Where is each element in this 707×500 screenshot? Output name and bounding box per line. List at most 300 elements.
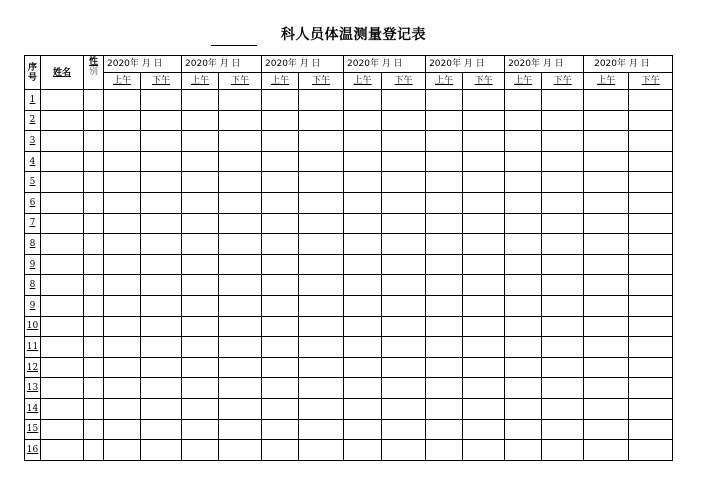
pm-temp-cell[interactable] bbox=[299, 110, 344, 131]
pm-temp-cell[interactable] bbox=[219, 90, 262, 111]
name-cell[interactable] bbox=[41, 316, 84, 337]
pm-temp-cell[interactable] bbox=[542, 254, 584, 275]
pm-temp-cell[interactable] bbox=[542, 213, 584, 234]
am-temp-cell[interactable] bbox=[584, 295, 629, 316]
pm-temp-cell[interactable] bbox=[463, 357, 505, 378]
am-temp-cell[interactable] bbox=[426, 110, 463, 131]
am-temp-cell[interactable] bbox=[505, 254, 542, 275]
am-temp-cell[interactable] bbox=[262, 275, 299, 296]
am-temp-cell[interactable] bbox=[262, 378, 299, 399]
pm-temp-cell[interactable] bbox=[463, 172, 505, 193]
am-temp-cell[interactable] bbox=[426, 275, 463, 296]
pm-temp-cell[interactable] bbox=[219, 440, 262, 461]
am-temp-cell[interactable] bbox=[344, 378, 382, 399]
am-temp-cell[interactable] bbox=[344, 110, 382, 131]
pm-temp-cell[interactable] bbox=[463, 131, 505, 152]
pm-temp-cell[interactable] bbox=[542, 440, 584, 461]
pm-temp-cell[interactable] bbox=[382, 90, 426, 111]
pm-temp-cell[interactable] bbox=[382, 357, 426, 378]
am-temp-cell[interactable] bbox=[182, 295, 219, 316]
name-cell[interactable] bbox=[41, 151, 84, 172]
sex-cell[interactable] bbox=[84, 275, 104, 296]
am-temp-cell[interactable] bbox=[182, 419, 219, 440]
sex-cell[interactable] bbox=[84, 192, 104, 213]
sex-cell[interactable] bbox=[84, 110, 104, 131]
pm-temp-cell[interactable] bbox=[629, 131, 673, 152]
row-number: 12 bbox=[25, 357, 41, 378]
am-temp-cell[interactable] bbox=[262, 213, 299, 234]
pm-temp-cell[interactable] bbox=[463, 337, 505, 358]
name-cell[interactable] bbox=[41, 90, 84, 111]
pm-temp-cell[interactable] bbox=[629, 357, 673, 378]
pm-temp-cell[interactable] bbox=[141, 172, 182, 193]
am-temp-cell[interactable] bbox=[104, 234, 141, 255]
am-temp-cell[interactable] bbox=[584, 316, 629, 337]
pm-temp-cell[interactable] bbox=[219, 357, 262, 378]
pm-temp-cell[interactable] bbox=[542, 110, 584, 131]
am-temp-cell[interactable] bbox=[182, 213, 219, 234]
pm-temp-cell[interactable] bbox=[141, 398, 182, 419]
pm-temp-cell[interactable] bbox=[542, 234, 584, 255]
am-temp-cell[interactable] bbox=[584, 172, 629, 193]
sex-cell[interactable] bbox=[84, 295, 104, 316]
am-temp-cell[interactable] bbox=[584, 357, 629, 378]
pm-temp-cell[interactable] bbox=[219, 151, 262, 172]
pm-temp-cell[interactable] bbox=[542, 131, 584, 152]
pm-header: 下午 bbox=[299, 73, 344, 90]
pm-temp-cell[interactable] bbox=[299, 234, 344, 255]
pm-temp-cell[interactable] bbox=[299, 275, 344, 296]
pm-temp-cell[interactable] bbox=[299, 440, 344, 461]
pm-temp-cell[interactable] bbox=[219, 275, 262, 296]
am-header: 上午 bbox=[104, 73, 141, 90]
am-temp-cell[interactable] bbox=[182, 378, 219, 399]
pm-temp-cell[interactable] bbox=[219, 419, 262, 440]
am-temp-cell[interactable] bbox=[344, 398, 382, 419]
am-temp-cell[interactable] bbox=[262, 131, 299, 152]
am-temp-cell[interactable] bbox=[584, 440, 629, 461]
pm-temp-cell[interactable] bbox=[219, 254, 262, 275]
am-temp-cell[interactable] bbox=[104, 275, 141, 296]
am-temp-cell[interactable] bbox=[104, 295, 141, 316]
pm-temp-cell[interactable] bbox=[463, 398, 505, 419]
am-temp-cell[interactable] bbox=[505, 213, 542, 234]
pm-temp-cell[interactable] bbox=[382, 378, 426, 399]
am-temp-cell[interactable] bbox=[104, 419, 141, 440]
name-cell[interactable] bbox=[41, 295, 84, 316]
pm-temp-cell[interactable] bbox=[382, 440, 426, 461]
pm-temp-cell[interactable] bbox=[542, 90, 584, 111]
pm-temp-cell[interactable] bbox=[542, 172, 584, 193]
pm-temp-cell[interactable] bbox=[542, 398, 584, 419]
name-cell[interactable] bbox=[41, 254, 84, 275]
pm-temp-cell[interactable] bbox=[463, 254, 505, 275]
sex-cell[interactable] bbox=[84, 357, 104, 378]
pm-temp-cell[interactable] bbox=[629, 378, 673, 399]
am-temp-cell[interactable] bbox=[182, 357, 219, 378]
am-temp-cell[interactable] bbox=[262, 295, 299, 316]
pm-temp-cell[interactable] bbox=[463, 192, 505, 213]
pm-temp-cell[interactable] bbox=[141, 378, 182, 399]
am-temp-cell[interactable] bbox=[182, 398, 219, 419]
am-temp-cell[interactable] bbox=[505, 110, 542, 131]
name-cell[interactable] bbox=[41, 213, 84, 234]
pm-temp-cell[interactable] bbox=[382, 295, 426, 316]
pm-temp-cell[interactable] bbox=[141, 316, 182, 337]
am-temp-cell[interactable] bbox=[426, 316, 463, 337]
am-temp-cell[interactable] bbox=[426, 192, 463, 213]
am-temp-cell[interactable] bbox=[344, 275, 382, 296]
am-temp-cell[interactable] bbox=[426, 90, 463, 111]
pm-temp-cell[interactable] bbox=[382, 151, 426, 172]
am-temp-cell[interactable] bbox=[104, 316, 141, 337]
am-temp-cell[interactable] bbox=[182, 192, 219, 213]
am-temp-cell[interactable] bbox=[426, 440, 463, 461]
pm-temp-cell[interactable] bbox=[299, 295, 344, 316]
am-temp-cell[interactable] bbox=[262, 357, 299, 378]
pm-temp-cell[interactable] bbox=[542, 151, 584, 172]
am-temp-cell[interactable] bbox=[505, 378, 542, 399]
pm-temp-cell[interactable] bbox=[542, 316, 584, 337]
sex-cell[interactable] bbox=[84, 151, 104, 172]
pm-temp-cell[interactable] bbox=[141, 110, 182, 131]
am-temp-cell[interactable] bbox=[104, 172, 141, 193]
pm-temp-cell[interactable] bbox=[141, 234, 182, 255]
am-temp-cell[interactable] bbox=[262, 419, 299, 440]
am-temp-cell[interactable] bbox=[584, 275, 629, 296]
pm-temp-cell[interactable] bbox=[463, 90, 505, 111]
am-temp-cell[interactable] bbox=[262, 110, 299, 131]
am-temp-cell[interactable] bbox=[505, 192, 542, 213]
am-temp-cell[interactable] bbox=[584, 234, 629, 255]
am-temp-cell[interactable] bbox=[426, 172, 463, 193]
pm-temp-cell[interactable] bbox=[463, 419, 505, 440]
pm-temp-cell[interactable] bbox=[299, 316, 344, 337]
am-temp-cell[interactable] bbox=[584, 378, 629, 399]
pm-temp-cell[interactable] bbox=[141, 295, 182, 316]
pm-temp-cell[interactable] bbox=[629, 398, 673, 419]
pm-temp-cell[interactable] bbox=[299, 192, 344, 213]
pm-temp-cell[interactable] bbox=[299, 378, 344, 399]
pm-temp-cell[interactable] bbox=[542, 337, 584, 358]
pm-temp-cell[interactable] bbox=[629, 337, 673, 358]
pm-temp-cell[interactable] bbox=[219, 234, 262, 255]
pm-temp-cell[interactable] bbox=[629, 213, 673, 234]
am-temp-cell[interactable] bbox=[104, 213, 141, 234]
am-temp-cell[interactable] bbox=[104, 378, 141, 399]
am-temp-cell[interactable] bbox=[262, 90, 299, 111]
am-temp-cell[interactable] bbox=[104, 192, 141, 213]
am-temp-cell[interactable] bbox=[505, 172, 542, 193]
pm-temp-cell[interactable] bbox=[542, 275, 584, 296]
pm-temp-cell[interactable] bbox=[299, 337, 344, 358]
pm-temp-cell[interactable] bbox=[299, 90, 344, 111]
sex-cell[interactable] bbox=[84, 254, 104, 275]
pm-temp-cell[interactable] bbox=[141, 337, 182, 358]
name-cell[interactable] bbox=[41, 110, 84, 131]
am-temp-cell[interactable] bbox=[344, 254, 382, 275]
am-temp-cell[interactable] bbox=[584, 110, 629, 131]
am-temp-cell[interactable] bbox=[505, 357, 542, 378]
am-temp-cell[interactable] bbox=[584, 419, 629, 440]
am-temp-cell[interactable] bbox=[584, 131, 629, 152]
am-temp-cell[interactable] bbox=[426, 254, 463, 275]
am-temp-cell[interactable] bbox=[344, 192, 382, 213]
am-temp-cell[interactable] bbox=[426, 398, 463, 419]
am-temp-cell[interactable] bbox=[505, 151, 542, 172]
am-header: 上午 bbox=[344, 73, 382, 90]
pm-temp-cell[interactable] bbox=[141, 131, 182, 152]
table-row bbox=[25, 254, 673, 275]
name-cell[interactable] bbox=[41, 337, 84, 358]
sex-cell[interactable] bbox=[84, 337, 104, 358]
pm-temp-cell[interactable] bbox=[629, 151, 673, 172]
pm-temp-cell[interactable] bbox=[299, 131, 344, 152]
pm-temp-cell[interactable] bbox=[463, 295, 505, 316]
am-temp-cell[interactable] bbox=[182, 440, 219, 461]
am-temp-cell[interactable] bbox=[262, 172, 299, 193]
pm-temp-cell[interactable] bbox=[219, 131, 262, 152]
am-temp-cell[interactable] bbox=[182, 172, 219, 193]
pm-temp-cell[interactable] bbox=[141, 419, 182, 440]
pm-temp-cell[interactable] bbox=[141, 192, 182, 213]
am-temp-cell[interactable] bbox=[426, 419, 463, 440]
pm-temp-cell[interactable] bbox=[629, 172, 673, 193]
sex-cell[interactable] bbox=[84, 398, 104, 419]
sex-cell[interactable] bbox=[84, 131, 104, 152]
pm-temp-cell[interactable] bbox=[629, 419, 673, 440]
pm-temp-cell[interactable] bbox=[219, 172, 262, 193]
pm-temp-cell[interactable] bbox=[542, 378, 584, 399]
am-temp-cell[interactable] bbox=[344, 419, 382, 440]
sex-cell[interactable] bbox=[84, 172, 104, 193]
name-cell[interactable] bbox=[41, 131, 84, 152]
am-temp-cell[interactable] bbox=[344, 151, 382, 172]
pm-temp-cell[interactable] bbox=[463, 440, 505, 461]
am-temp-cell[interactable] bbox=[505, 234, 542, 255]
am-temp-cell[interactable] bbox=[182, 254, 219, 275]
pm-temp-cell[interactable] bbox=[463, 213, 505, 234]
pm-temp-cell[interactable] bbox=[299, 419, 344, 440]
sex-cell[interactable] bbox=[84, 213, 104, 234]
pm-temp-cell[interactable] bbox=[629, 234, 673, 255]
pm-temp-cell[interactable] bbox=[629, 316, 673, 337]
am-temp-cell[interactable] bbox=[344, 234, 382, 255]
am-temp-cell[interactable] bbox=[505, 440, 542, 461]
am-header: 上午 bbox=[584, 73, 629, 90]
am-temp-cell[interactable] bbox=[344, 90, 382, 111]
am-temp-cell[interactable] bbox=[584, 151, 629, 172]
sex-cell[interactable] bbox=[84, 90, 104, 111]
am-temp-cell[interactable] bbox=[584, 254, 629, 275]
am-temp-cell[interactable] bbox=[344, 337, 382, 358]
pm-temp-cell[interactable] bbox=[141, 275, 182, 296]
pm-temp-cell[interactable] bbox=[463, 151, 505, 172]
header-sex bbox=[84, 56, 104, 90]
am-temp-cell[interactable] bbox=[505, 275, 542, 296]
am-temp-cell[interactable] bbox=[505, 316, 542, 337]
pm-temp-cell[interactable] bbox=[219, 295, 262, 316]
am-temp-cell[interactable] bbox=[426, 378, 463, 399]
am-temp-cell[interactable] bbox=[182, 337, 219, 358]
pm-temp-cell[interactable] bbox=[542, 419, 584, 440]
am-temp-cell[interactable] bbox=[505, 398, 542, 419]
pm-temp-cell[interactable] bbox=[141, 254, 182, 275]
pm-temp-cell[interactable] bbox=[629, 110, 673, 131]
am-temp-cell[interactable] bbox=[584, 213, 629, 234]
name-cell[interactable] bbox=[41, 357, 84, 378]
am-temp-cell[interactable] bbox=[505, 337, 542, 358]
am-temp-cell[interactable] bbox=[584, 398, 629, 419]
pm-temp-cell[interactable] bbox=[463, 234, 505, 255]
pm-temp-cell[interactable] bbox=[542, 357, 584, 378]
name-cell[interactable] bbox=[41, 378, 84, 399]
am-temp-cell[interactable] bbox=[426, 295, 463, 316]
pm-temp-cell[interactable] bbox=[382, 213, 426, 234]
am-temp-cell[interactable] bbox=[104, 110, 141, 131]
pm-temp-cell[interactable] bbox=[629, 192, 673, 213]
am-temp-cell[interactable] bbox=[426, 213, 463, 234]
pm-temp-cell[interactable] bbox=[629, 440, 673, 461]
sex-cell[interactable] bbox=[84, 316, 104, 337]
header-sex-line1: 性 bbox=[88, 57, 98, 67]
pm-temp-cell[interactable] bbox=[629, 90, 673, 111]
pm-temp-cell[interactable] bbox=[463, 378, 505, 399]
pm-temp-cell[interactable] bbox=[542, 295, 584, 316]
pm-temp-cell[interactable] bbox=[382, 398, 426, 419]
am-temp-cell[interactable] bbox=[505, 90, 542, 111]
pm-temp-cell[interactable] bbox=[299, 213, 344, 234]
pm-temp-cell[interactable] bbox=[299, 151, 344, 172]
pm-temp-cell[interactable] bbox=[382, 110, 426, 131]
am-temp-cell[interactable] bbox=[262, 151, 299, 172]
name-cell[interactable] bbox=[41, 275, 84, 296]
pm-temp-cell[interactable] bbox=[382, 275, 426, 296]
am-temp-cell[interactable] bbox=[426, 337, 463, 358]
am-temp-cell[interactable] bbox=[262, 316, 299, 337]
am-temp-cell[interactable] bbox=[584, 192, 629, 213]
pm-temp-cell[interactable] bbox=[141, 151, 182, 172]
am-temp-cell[interactable] bbox=[182, 110, 219, 131]
sex-cell[interactable] bbox=[84, 419, 104, 440]
pm-temp-cell[interactable] bbox=[382, 192, 426, 213]
pm-temp-cell[interactable] bbox=[629, 254, 673, 275]
am-temp-cell[interactable] bbox=[262, 440, 299, 461]
am-temp-cell[interactable] bbox=[344, 316, 382, 337]
pm-temp-cell[interactable] bbox=[629, 275, 673, 296]
pm-temp-cell[interactable] bbox=[382, 337, 426, 358]
am-temp-cell[interactable] bbox=[426, 131, 463, 152]
header-seq-line1: 序 bbox=[27, 62, 37, 73]
pm-temp-cell[interactable] bbox=[299, 254, 344, 275]
row-number: 3 bbox=[25, 131, 41, 152]
am-temp-cell[interactable] bbox=[182, 275, 219, 296]
am-temp-cell[interactable] bbox=[104, 151, 141, 172]
am-temp-cell[interactable] bbox=[344, 172, 382, 193]
sex-cell[interactable] bbox=[84, 234, 104, 255]
name-cell[interactable] bbox=[41, 234, 84, 255]
am-temp-cell[interactable] bbox=[104, 131, 141, 152]
pm-temp-cell[interactable] bbox=[141, 90, 182, 111]
pm-temp-cell[interactable] bbox=[219, 192, 262, 213]
table-row bbox=[25, 172, 673, 193]
pm-temp-cell[interactable] bbox=[219, 398, 262, 419]
am-temp-cell[interactable] bbox=[505, 131, 542, 152]
am-temp-cell[interactable] bbox=[104, 440, 141, 461]
am-temp-cell[interactable] bbox=[262, 398, 299, 419]
pm-temp-cell[interactable] bbox=[219, 110, 262, 131]
am-temp-cell[interactable] bbox=[262, 234, 299, 255]
am-temp-cell[interactable] bbox=[344, 131, 382, 152]
page-title: 科人员体温测量登记表 bbox=[281, 27, 426, 43]
pm-temp-cell[interactable] bbox=[463, 110, 505, 131]
am-temp-cell[interactable] bbox=[426, 234, 463, 255]
pm-temp-cell[interactable] bbox=[382, 254, 426, 275]
name-cell[interactable] bbox=[41, 192, 84, 213]
am-temp-cell[interactable] bbox=[104, 398, 141, 419]
am-temp-cell[interactable] bbox=[344, 213, 382, 234]
am-temp-cell[interactable] bbox=[344, 357, 382, 378]
name-cell[interactable] bbox=[41, 398, 84, 419]
name-cell[interactable] bbox=[41, 172, 84, 193]
am-temp-cell[interactable] bbox=[182, 131, 219, 152]
am-temp-cell[interactable] bbox=[584, 90, 629, 111]
pm-temp-cell[interactable] bbox=[299, 357, 344, 378]
am-temp-cell[interactable] bbox=[104, 90, 141, 111]
pm-temp-cell[interactable] bbox=[463, 316, 505, 337]
am-temp-cell[interactable] bbox=[104, 337, 141, 358]
am-temp-cell[interactable] bbox=[182, 90, 219, 111]
pm-temp-cell[interactable] bbox=[382, 419, 426, 440]
sex-cell[interactable] bbox=[84, 440, 104, 461]
pm-temp-cell[interactable] bbox=[382, 131, 426, 152]
pm-temp-cell[interactable] bbox=[141, 440, 182, 461]
am-temp-cell[interactable] bbox=[426, 151, 463, 172]
pm-temp-cell[interactable] bbox=[382, 234, 426, 255]
pm-temp-cell[interactable] bbox=[219, 213, 262, 234]
sex-cell[interactable] bbox=[84, 378, 104, 399]
pm-temp-cell[interactable] bbox=[382, 316, 426, 337]
am-temp-cell[interactable] bbox=[104, 254, 141, 275]
am-temp-cell[interactable] bbox=[344, 295, 382, 316]
am-temp-cell[interactable] bbox=[344, 440, 382, 461]
pm-temp-cell[interactable] bbox=[382, 172, 426, 193]
am-temp-cell[interactable] bbox=[262, 254, 299, 275]
name-cell[interactable] bbox=[41, 419, 84, 440]
pm-temp-cell[interactable] bbox=[542, 192, 584, 213]
pm-temp-cell[interactable] bbox=[299, 172, 344, 193]
pm-temp-cell[interactable] bbox=[141, 213, 182, 234]
am-temp-cell[interactable] bbox=[182, 151, 219, 172]
pm-temp-cell[interactable] bbox=[141, 357, 182, 378]
am-temp-cell[interactable] bbox=[426, 357, 463, 378]
pm-temp-cell[interactable] bbox=[219, 337, 262, 358]
pm-temp-cell[interactable] bbox=[219, 316, 262, 337]
am-temp-cell[interactable] bbox=[505, 419, 542, 440]
am-temp-cell[interactable] bbox=[182, 234, 219, 255]
pm-temp-cell[interactable] bbox=[299, 398, 344, 419]
am-temp-cell[interactable] bbox=[182, 316, 219, 337]
am-temp-cell[interactable] bbox=[584, 337, 629, 358]
pm-temp-cell[interactable] bbox=[629, 295, 673, 316]
am-temp-cell[interactable] bbox=[262, 337, 299, 358]
pm-temp-cell[interactable] bbox=[463, 275, 505, 296]
am-temp-cell[interactable] bbox=[262, 192, 299, 213]
name-cell[interactable] bbox=[41, 440, 84, 461]
am-temp-cell[interactable] bbox=[104, 357, 141, 378]
am-temp-cell[interactable] bbox=[505, 295, 542, 316]
pm-temp-cell[interactable] bbox=[219, 378, 262, 399]
